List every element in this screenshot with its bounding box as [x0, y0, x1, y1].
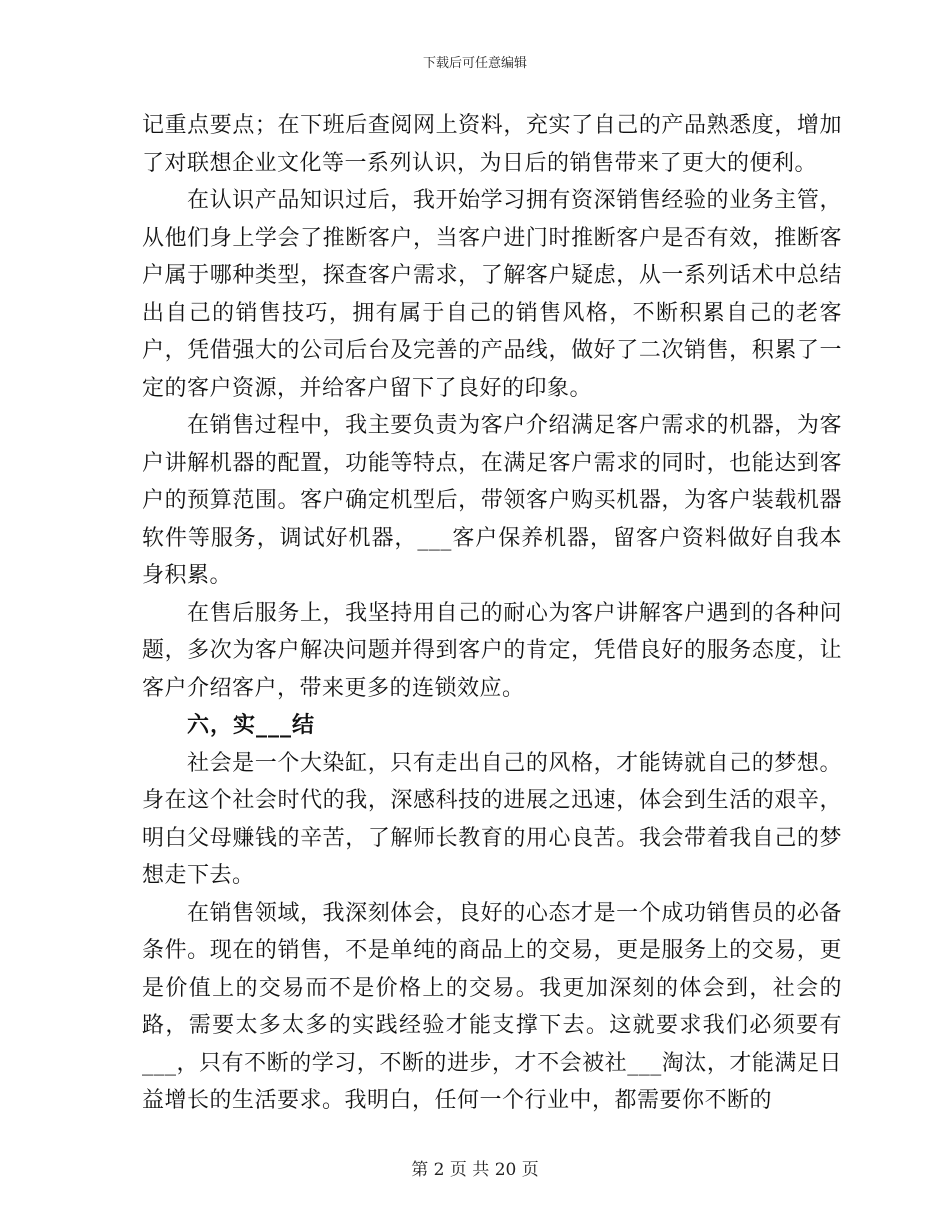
paragraph-6: 在销售领域，我深刻体会，良好的心态才是一个成功销售员的必备条件。现在的销售，不是单纯的商品上的交易，更是服务上的交易，更是价值上的交易而不是价格上的交易。我更加深刻的体会到，社会的路，需要太多太多的实践经验才能支撑下去。这就要求我们必须要有___，只有不断的学习，不断的进步，才不会被社___淘汰，才能满足日益增长的生活要求。我明白，任何一个行业中，都需要你不断的: [142, 900, 842, 1113]
paragraph-2: 在认识产品知识过后，我开始学习拥有资深销售经验的业务主管，从他们身上学会了推断客户，当客户进门时推断客户是否有效，推断客户属于哪种类型，探查客户需求，了解客户疑虑，从一系列话术中总结出自己的销售技巧，拥有属于自己的销售风格，不断积累自己的老客户，凭借强大的公司后台及完善的产品线，做好了二次销售，积累了一定的客户资源，并给客户留下了良好的印象。: [142, 188, 842, 401]
paragraph-4: 在售后服务上，我坚持用自己的耐心为客户讲解客户遇到的各种问题，多次为客户解决问题并得到客户的肯定，凭借良好的服务态度，让客户介绍客户，带来更多的连锁效应。: [142, 600, 842, 701]
paragraph-3: 在销售过程中，我主要负责为客户介绍满足客户需求的机器，为客户讲解机器的配置，功能等特点，在满足客户需求的同时，也能达到客户的预算范围。客户确定机型后，带领客户购买机器，为客户装载机器软件等服务，调试好机器，___客户保养机器，留客户资料做好自我本身积累。: [142, 413, 842, 588]
page-number: 第 2 页 共 20 页: [411, 1160, 539, 1180]
document-body: [142, 107, 842, 1120]
page-header-note: 下载后可任意编辑: [422, 56, 527, 71]
section-heading: 六，实___结: [187, 713, 316, 738]
paragraph-1: 记重点要点；在下班后查阅网上资料，充实了自己的产品熟悉度，增加了对联想企业文化等一系列认识，为日后的销售带来了更大的便利。: [142, 113, 842, 176]
paragraph-5: 社会是一个大染缸，只有走出自己的风格，才能铸就自己的梦想。身在这个社会时代的我，深感科技的进展之迅速，体会到生活的艰辛，明白父母赚钱的辛苦，了解师长教育的用心良苦。我会带着我自己的梦想走下去。: [142, 750, 842, 888]
